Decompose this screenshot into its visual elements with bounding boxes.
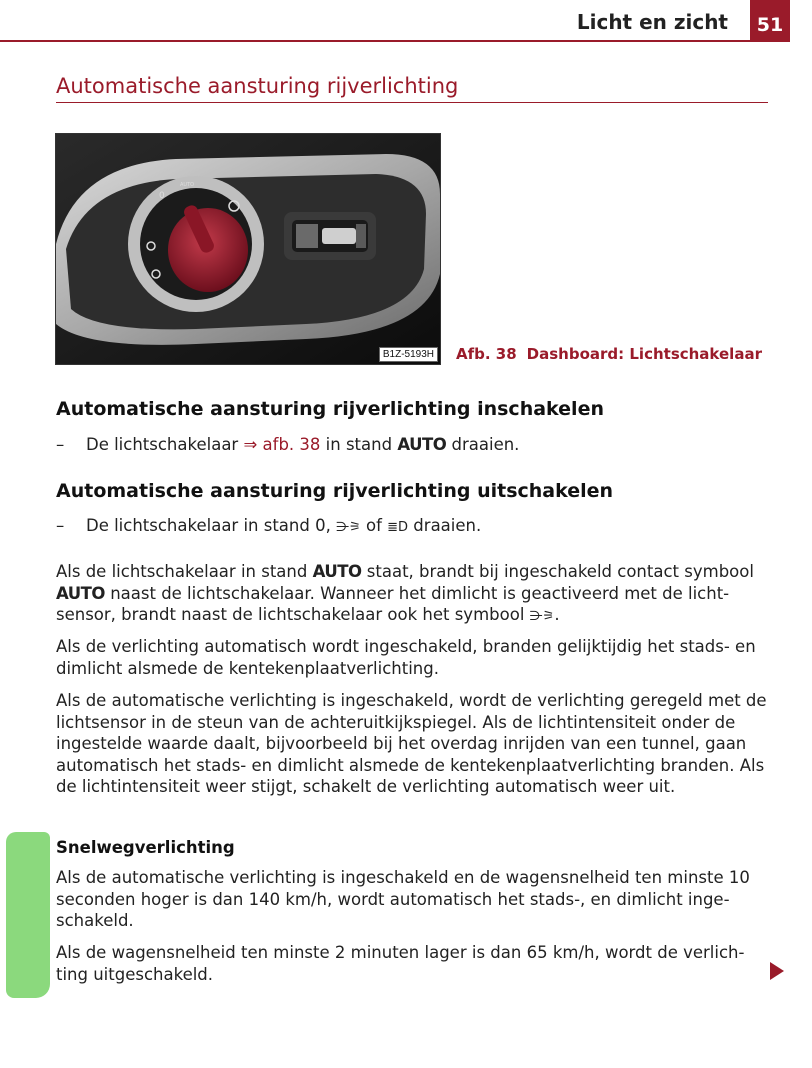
bullet-text: of bbox=[360, 516, 388, 535]
light-switch-illustration bbox=[56, 134, 440, 364]
figure-reference-link[interactable]: ⇒ afb. 38 bbox=[243, 435, 321, 454]
chapter-title: Licht en zicht bbox=[576, 10, 728, 34]
subheading-highway: Snelwegverlichting bbox=[56, 838, 235, 857]
heading-enable: Automatische aansturing rijverlichting inschakelen bbox=[56, 398, 604, 420]
section-title: Automatische aansturing rijverlichting bbox=[56, 74, 459, 98]
section-rule bbox=[56, 102, 768, 103]
auto-symbol: AUTO bbox=[397, 435, 447, 454]
caption-number: Afb. 38 bbox=[456, 345, 517, 363]
paragraph-text: staat, brandt bij ingeschakeld contact symbool bbox=[361, 562, 754, 581]
next-page-arrow-icon[interactable] bbox=[770, 962, 784, 980]
caption-text: Dashboard: Lichtschakelaar bbox=[526, 345, 762, 363]
paragraph-highway-on: Als de automatische verlichting is ingeschakeld en de wagensnelheid ten minste 10 seconden hoger is dan 140 km/h, wordt automatisch het stads-, en dimlicht inge-schakeld. bbox=[56, 868, 750, 930]
bullet-text: draaien. bbox=[446, 435, 520, 454]
bullet-enable bbox=[56, 435, 519, 454]
low-beam-icon: ≣D bbox=[387, 520, 409, 535]
figure-code: B1Z-5193H bbox=[379, 347, 438, 362]
header-rule bbox=[0, 40, 750, 42]
svg-text:AUTO: AUTO bbox=[180, 182, 195, 188]
parking-light-icon: ⋺⚞ bbox=[529, 609, 555, 624]
bullet-text: De lichtschakelaar bbox=[86, 435, 244, 454]
heading-disable: Automatische aansturing rijverlichting uitschakelen bbox=[56, 480, 614, 502]
highlighter-mark bbox=[6, 832, 50, 998]
auto-symbol: AUTO bbox=[56, 583, 105, 603]
bullet-dash: – bbox=[56, 516, 65, 535]
bullet-text: in stand bbox=[320, 435, 398, 454]
paragraph-highway-off: Als de wagensnelheid ten minste 2 minuten lager is dan 65 km/h, wordt de verlich-ting uitgeschakeld. bbox=[56, 943, 745, 984]
bullet-disable bbox=[56, 516, 481, 535]
auto-symbol: AUTO bbox=[312, 562, 362, 581]
light-switch-photo bbox=[55, 133, 441, 365]
paragraph-text: . bbox=[554, 605, 560, 624]
parking-light-icon: ⋺⚞ bbox=[336, 520, 361, 535]
paragraph-auto-on: Als de verlichting automatisch wordt ingeschakeld, branden gelijktijdig het stads- en dimlicht alsmede de kentekenplaatverlichting. bbox=[56, 637, 756, 678]
bullet-dash: – bbox=[56, 435, 65, 454]
page-number: 51 bbox=[750, 0, 790, 42]
paragraph-light-sensor: Als de automatische verlichting is ingeschakeld, wordt de verlichting geregeld met de lichtsensor in de steun van de achteruitkijkspiegel. Als de lichtintensiteit onder de ingestelde waarde daalt, bijvoorbeeld bij het overdag inrijden van een tunnel, gaan automatisch het stads- en dimlicht alsmede de kentekenplaatverlichting branden. Als de lichtintensiteit weer stijgt, schakelt de verlichting automatisch weer uit. bbox=[56, 691, 767, 796]
paragraph-text: naast de lichtschakelaar. Wanneer het dimlicht is geactiveerd met de licht-sensor, brandt naast de lichtschakelaar ook het symbool bbox=[56, 583, 730, 624]
bullet-text: draaien. bbox=[408, 516, 482, 535]
page-header bbox=[0, 0, 812, 44]
paragraph-text: Als de lichtschakelaar in stand bbox=[56, 562, 313, 581]
paragraph-auto-position bbox=[56, 561, 768, 628]
bullet-text: De lichtschakelaar in stand 0, bbox=[86, 516, 337, 535]
svg-text:0: 0 bbox=[159, 191, 165, 201]
figure-caption bbox=[456, 345, 762, 363]
